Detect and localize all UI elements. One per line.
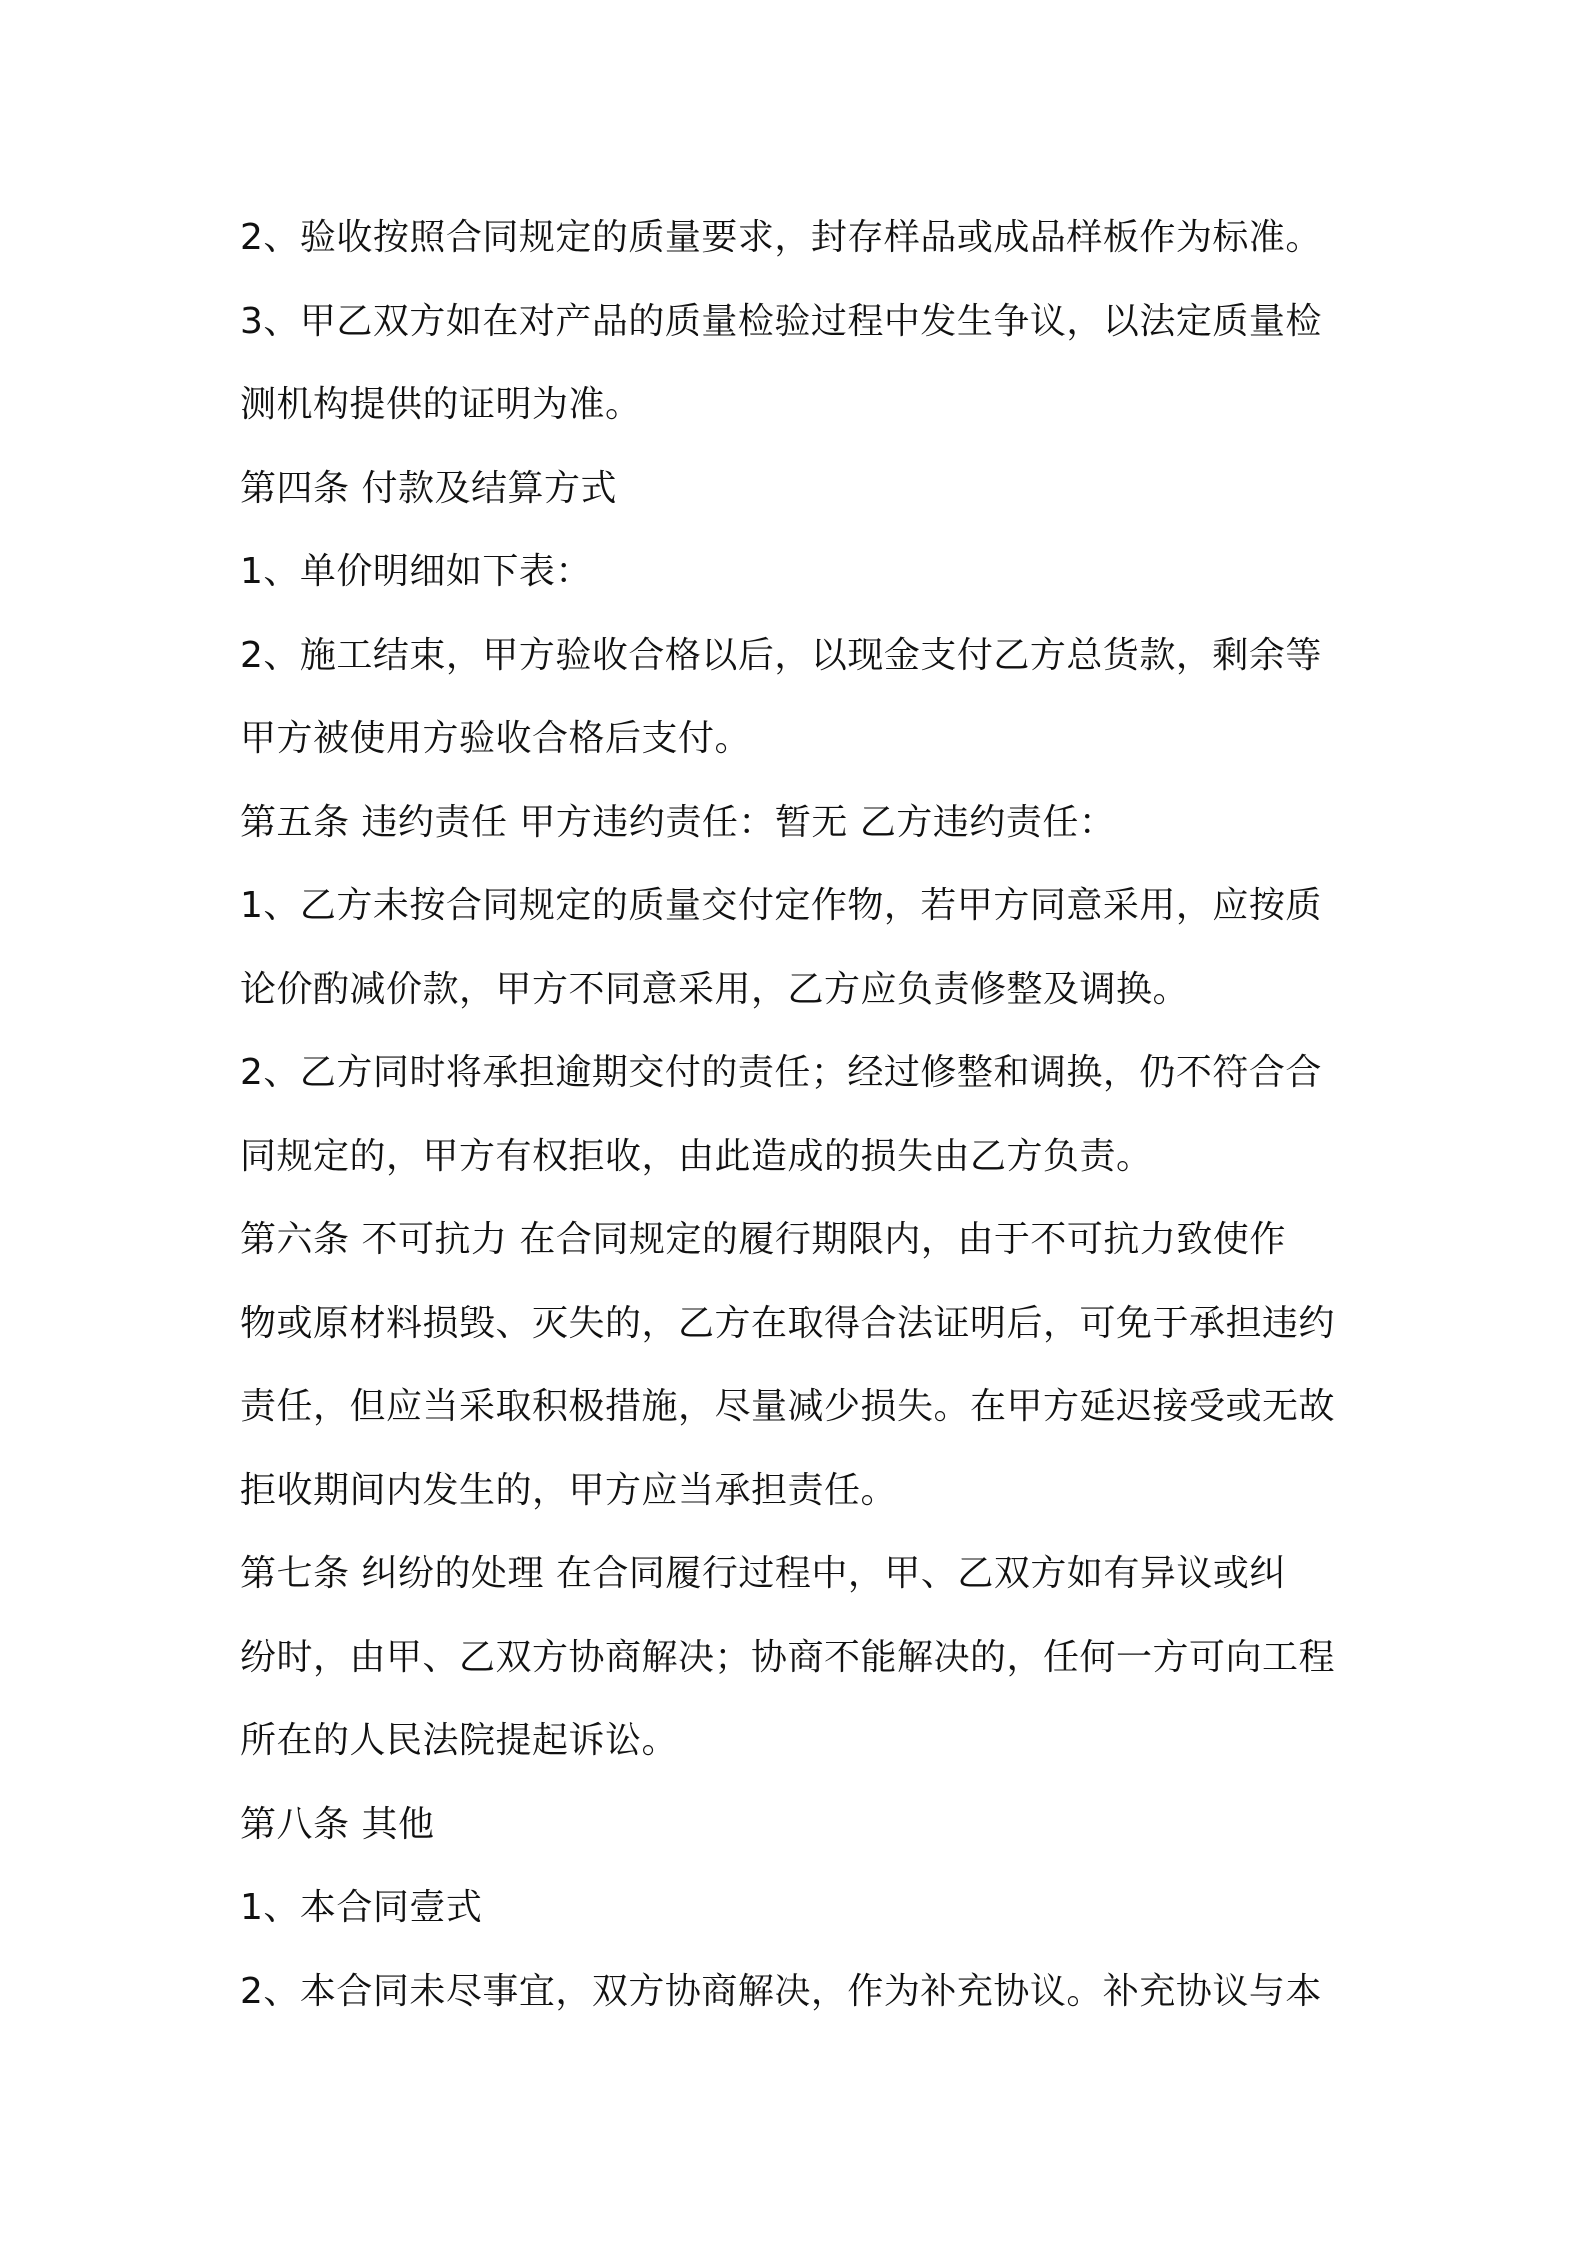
text-line: 责任，但应当采取积极措施，尽量减少损失。在甲方延迟接受或无故 (240, 1386, 1336, 1427)
text-line: 2、乙方同时将承担逾期交付的责任；经过修整和调换，仍不符合合 (240, 1052, 1322, 1093)
text-line: 所在的人民法院提起诉讼。 (240, 1720, 679, 1761)
text-line: 甲方被使用方验收合格后支付。 (240, 718, 752, 759)
contract-body (240, 196, 1360, 2033)
text-line: 1、本合同壹式 (240, 1887, 483, 1928)
section-heading: 第八条 其他 (240, 1803, 435, 1845)
section-heading: 第六条 不可抗力 在合同规定的履行期限内，由于不可抗力致使作 (240, 1219, 1286, 1260)
section-heading: 第五条 违约责任 甲方违约责任：暂无 乙方违约责任： (240, 801, 1116, 843)
text-line: 论价酌减价款，甲方不同意采用，乙方应负责修整及调换。 (240, 968, 1190, 1010)
text-line: 2、本合同未尽事宜，双方协商解决，作为补充协议。补充协议与本 (240, 1970, 1322, 2012)
text-line: 2、验收按照合同规定的质量要求，封存样品或成品样板作为标准。 (240, 217, 1322, 258)
text-line: 纷时，由甲、乙双方协商解决；协商不能解决的，任何一方可向工程 (240, 1636, 1336, 1678)
text-line: 测机构提供的证明为准。 (240, 384, 642, 425)
text-line: 物或原材料损毁、灭失的，乙方在取得合法证明后，可免于承担违约 (240, 1302, 1336, 1344)
section-heading: 第四条 付款及结算方式 (240, 467, 617, 509)
text-line: 1、乙方未按合同规定的质量交付定作物，若甲方同意采用，应按质 (240, 885, 1322, 926)
section-heading: 第七条 纠纷的处理 在合同履行过程中，甲、乙双方如有异议或纠 (240, 1553, 1286, 1594)
text-line: 2、施工结束，甲方验收合格以后，以现金支付乙方总货款，剩余等 (240, 634, 1322, 676)
text-line: 同规定的，甲方有权拒收，由此造成的损失由乙方负责。 (240, 1135, 1153, 1177)
text-line: 1、单价明细如下表： (240, 551, 592, 592)
text-line: 拒收期间内发生的，甲方应当承担责任。 (240, 1469, 898, 1511)
text-line: 3、甲乙双方如在对产品的质量检验过程中发生争议，以法定质量检 (240, 300, 1322, 342)
